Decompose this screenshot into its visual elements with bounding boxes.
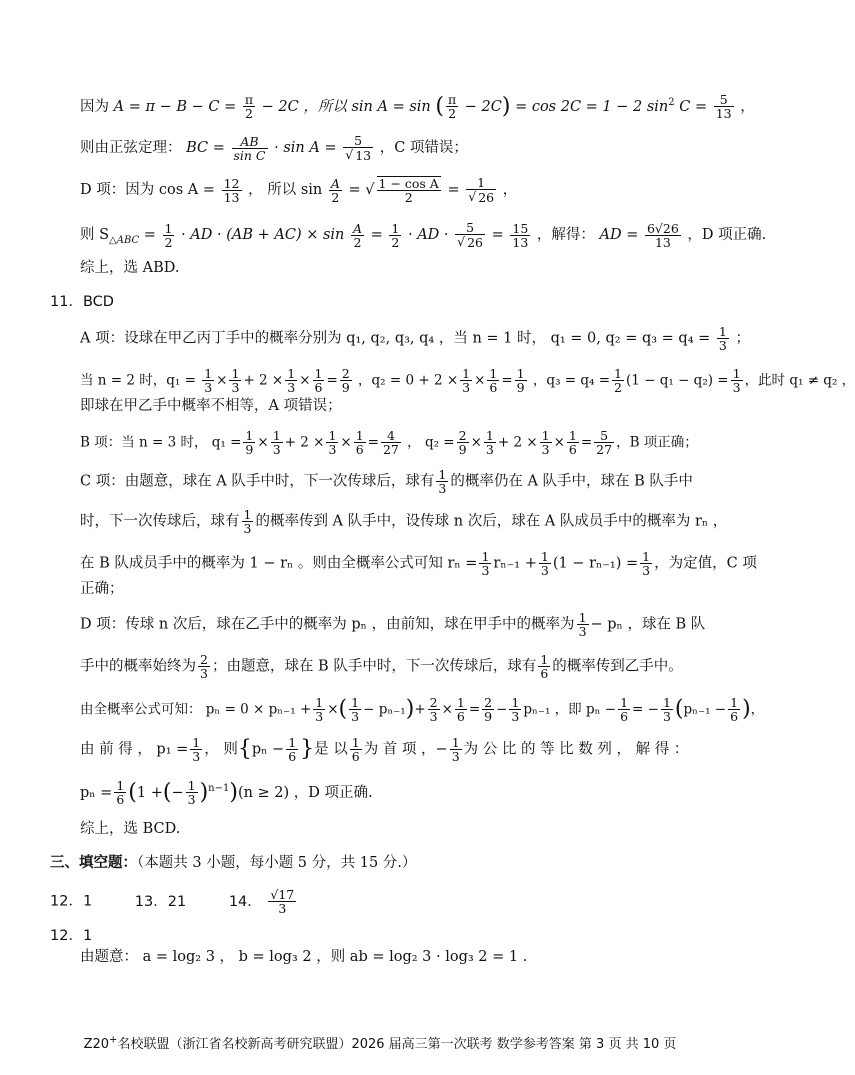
text-line: pₙ = $\frac{1}{6}$ (1 +(− $\frac{1}{3}$ )$^{n-1}$)(n ≥ 2) ，D 项正确. (80, 778, 373, 808)
text-line: 由题意： a = log₂ 3 ， b = log₃ 2 ，则 ab = log₂ 3 · log₃ 2 = 1 . (80, 949, 528, 965)
fraction: $\frac{1}{3}$ (718, 324, 727, 353)
subscript: △ABC (109, 234, 140, 246)
text-line (80, 257, 840, 279)
fraction: $\frac{1}{2}$ (164, 220, 173, 250)
text-line: 由全概率公式可知： pₙ = 0 × pₙ₋₁ + $\frac{1}{3}$ ×( $\frac{1}{3}$ − pₙ₋₁)+ $\frac{2}{3}$ × $\frac{1}{6}$ = $\frac{2}{9}$ − $\frac{1}{3}$ pₙ₋₁ ，即 pₙ − $\frac{1}{6}$ = − $\frac{1}{3}$ (pₙ₋₁ − $\frac{1}{6}$ )， (80, 695, 765, 724)
text: 则 S (80, 227, 110, 243)
math: = (348, 182, 361, 198)
text: 综上，选 ABD. (80, 260, 180, 276)
text-line: 正确； (80, 581, 124, 597)
page-footer: Z20+名校联盟（浙江省名校新高考研究联盟）2026 届高三第一次联考 数学参考答案 第 3 页 共 10 页 (83, 1034, 677, 1052)
text-line: 因为 A = π − B − C = $\frac{\pi}{2}$ − 2C ，所以 sin A = sin ( $\frac{\pi}{2}$ − 2C) = cos 2C = 1 − 2 $\sin^2 C$ = $\frac{5}{13}$ ， (80, 92, 755, 122)
fraction: $\frac{A}{2}$ (330, 175, 340, 205)
math: C = (679, 98, 708, 115)
fraction: $\frac{12}{13}$ (223, 175, 240, 205)
fraction: $\frac{\pi}{2}$ (244, 92, 254, 122)
fraction: $\frac{AB}{\text{sin C}}$ (233, 133, 266, 163)
fraction: $\frac{\text{1 − cos A}}{2}$ (378, 176, 439, 205)
text: 即球在甲乙手中概率不相等，A 项错误； (80, 398, 342, 414)
fraction: $\frac{15}{13}$ (512, 220, 529, 250)
text-line: 综上，选 BCD. (80, 821, 181, 837)
fraction: $\frac{5}{√ 26}$ (457, 220, 484, 250)
text-line (80, 395, 840, 417)
text: 则由正弦定理： (80, 140, 182, 156)
text-line (80, 325, 840, 352)
text: ， 所以 sin (248, 182, 323, 198)
math: = (491, 227, 504, 243)
math: A = π − B − C = (113, 98, 237, 115)
fraction: $\frac{5}{√ 13}$ (345, 133, 372, 163)
text-line (80, 221, 840, 252)
text-line: 在 B 队成员手中的概率为 1 − rₙ 。则由全概率公式可知 rₙ = $\frac{1}{3}$ rₙ₋₁ + $\frac{1}{3}$ (1 − rₙ₋₁) = $\frac{1}{3}$ ，为定值，C 项 (80, 549, 757, 578)
text: 当 n = 2 时，q₁ = (80, 372, 196, 389)
math: = (447, 182, 460, 198)
fraction: $\frac{A}{2}$ (353, 220, 363, 250)
text-line: B 项：当 n = 3 时， q₁ = $\frac{1}{9}$ × $\frac{1}{3}$ + 2 × $\frac{1}{3}$ × $\frac{1}{6}$ = $\frac{4}{27}$ ， q₂ = $\frac{2}{9}$ × $\frac{1}{3}$ + 2 × $\frac{1}{3}$ × $\frac{1}{6}$ = $\frac{5}{27}$ ，B 项正确； (80, 428, 698, 457)
math: AD = (599, 227, 639, 243)
text: A 项：设球在甲乙丙丁手中的概率分别为 q₁, q₂, q₃, q₄ ，当 n = 1 时， q₁ = 0, q₂ = q₃ = q₄ = (80, 330, 711, 347)
math: BC = (186, 140, 225, 156)
fraction: $\frac{1}{2}$ (391, 220, 400, 250)
math: · sin A = (274, 140, 337, 156)
text: D 项：因为 cos A = (80, 182, 215, 198)
fraction: $\frac{6√26}{13}$ (646, 220, 679, 250)
fraction: $\frac{\pi}{2}$ (447, 92, 457, 122)
math: = (370, 227, 383, 243)
text-line: 时，下一次传球后，球有 $\frac{1}{3}$ 的概率传到 A 队手中，设传球 n 次后，球在 A 队成员手中的概率为 rₙ ， (80, 507, 728, 536)
text-line: 由 前 得 ， p₁ = $\frac{1}{3}$ ， 则{pₙ − $\frac{1}{6}$ }是 以 $\frac{1}{6}$ 为 首 项 ，− $\frac{1}{3}$ 为 公 比 的 等 比 数 列 ， 解 得 ： (80, 735, 689, 764)
fraction: $\frac{1}{√ 26}$ (468, 175, 495, 205)
math: − 2C ，所以 sin A = sin (261, 98, 431, 115)
text: ， (740, 98, 755, 115)
text: ，C 项错误； (379, 140, 468, 156)
math: · AD · (407, 227, 449, 243)
math: = (143, 227, 156, 243)
section-heading: 三、填空题：（本题共 3 小题，每小题 5 分，共 15 分.） (50, 855, 417, 871)
text: 因为 (80, 98, 109, 115)
item-number (50, 291, 810, 313)
item-number: 12．1 (50, 928, 93, 944)
text: 11．BCD (50, 294, 114, 310)
text-line: 当 n = 2 时，q₁ = $\frac{1}{3}$ × $\frac{1}{3}$ + 2 × $\frac{1}{3}$ × $\frac{1}{6}$ = $\frac{2}{9}$ ，q₂ = 0 + 2 × $\frac{1}{3}$ × $\frac{1}{6}$ = $\frac{1}{9}$ ，q₃ = q₄ = $\frac{1}{2}$ (1 − q₁ − q₂) = $\frac{1}{3}$ ，此时 q₁ ≠ q₂ ， (80, 366, 855, 395)
text: ； (735, 330, 750, 347)
text: ，解得： (536, 227, 595, 243)
text-line: D 项：因为 cos A = $\frac{12}{13}$ ， 所以 sin $\frac{A}{2}$ = √ $\frac{\text{1 − cos A}}{2}$ = $\frac{1}{√ 26}$ ， (80, 175, 518, 205)
math: · AD · (AB + AC) × sin (181, 227, 345, 243)
text: ，D 项正确. (687, 227, 767, 243)
text-line (80, 134, 840, 162)
text: ， (502, 182, 518, 198)
fraction: $\frac{5}{13}$ (715, 92, 732, 122)
text-line: C 项：由题意，球在 A 队手中时，下一次传球后，球有 $\frac{1}{3}$ 的概率仍在 A 队手中，球在 B 队手中 (80, 467, 693, 496)
text-line: 手中的概率始终为 $\frac{2}{3}$ ；由题意，球在 B 队手中时，下一次传球后，球有 $\frac{1}{6}$ 的概率传到乙手中。 (80, 652, 683, 681)
math: = cos 2C = 1 − 2 sin (515, 98, 669, 115)
text-line: D 项：传球 n 次后，球在乙手中的概率为 pₙ ，由前知，球在甲手中的概率为 $\frac{1}{3}$ − pₙ ，球在 B 队 (80, 610, 706, 639)
answer-line: 12．1 13．21 14． $\frac{√17}{3}$ (50, 887, 295, 916)
